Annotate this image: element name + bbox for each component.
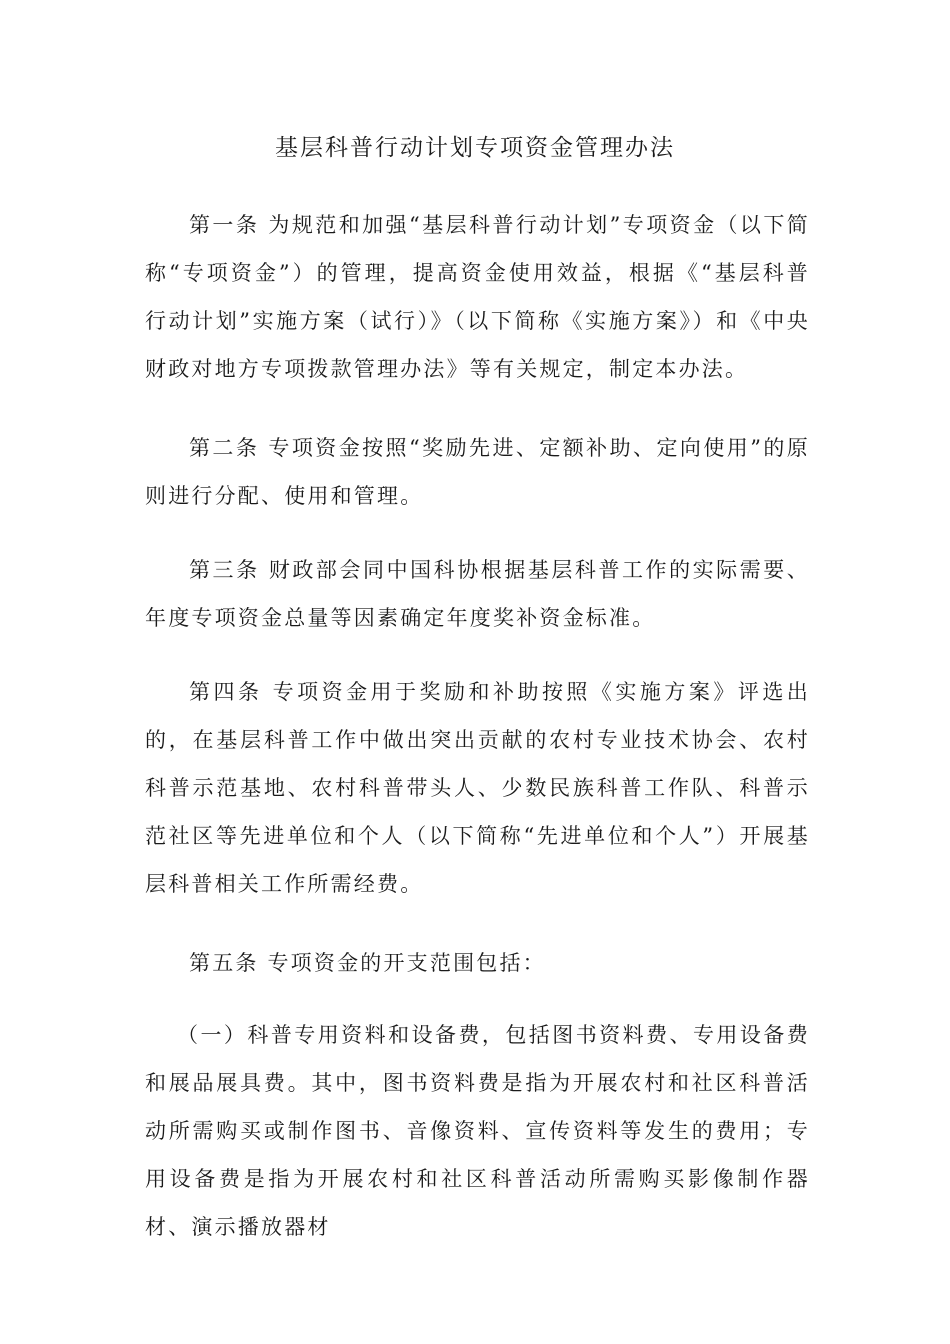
article-3-paragraph: 第三条 财政部会同中国科协根据基层科普工作的实际需要、年度专项资金总量等因素确定年度奖补资金标准。 [145,558,810,630]
article-1-paragraph: 第一条 为规范和加强“基层科普行动计划”专项资金（以下简称“专项资金”）的管理，提高资金使用效益，根据《“基层科普行动计划”实施方案（试行）》（以下简称《实施方案》）和《中央财政对地方专项拨款管理办法》等有关规定，制定本办法。 [145,213,810,381]
article-5-paragraph: 第五条 专项资金的开支范围包括： [189,951,546,975]
document-title: 基层科普行动计划专项资金管理办法 [275,135,675,161]
article-4-paragraph: 第四条 专项资金用于奖励和补助按照《实施方案》评选出的，在基层科普工作中做出突出贡献的农村专业技术协会、农村科普示范基地、农村科普带头人、少数民族科普工作队、科普示范社区等先进单位和个人（以下简称“先进单位和个人”）开展基层科普相关工作所需经费。 [145,680,810,896]
article-5-item-1-paragraph: （一）科普专用资料和设备费，包括图书资料费、专用设备费和展品展具费。其中，图书资料费是指为开展农村和社区科普活动所需购买或制作图书、音像资料、宣传资料等发生的费用；专用设备费是指为开展农村和社区科普活动所需购买影像制作器材、演示播放器材 [145,1023,810,1239]
article-2-paragraph: 第二条 专项资金按照“奖励先进、定额补助、定向使用”的原则进行分配、使用和管理。 [145,436,810,508]
